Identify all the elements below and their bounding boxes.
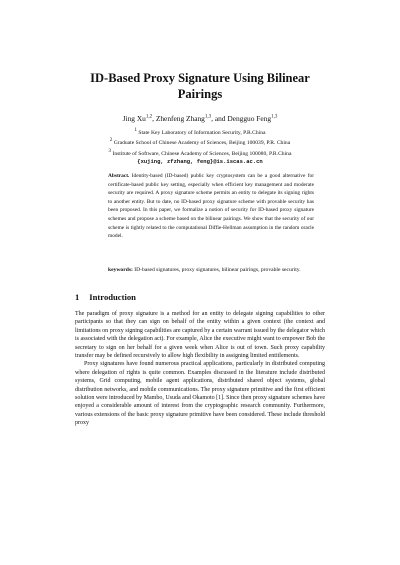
author-list <box>60 114 340 123</box>
author-affiliation-mark: 1,3 <box>271 114 278 120</box>
affiliation-text: State Key Laboratory of Information Security, P.R.China <box>138 129 266 136</box>
keywords-text: ID-based signatures, proxy signatures, bilinear pairings, provable security. <box>134 267 301 273</box>
affiliation-mark: 3 <box>108 148 112 154</box>
affiliation-mark: 2 <box>109 138 113 144</box>
author-separator: , <box>152 114 156 123</box>
body-paragraph: Proxy signatures have found numerous practical applications, particularly in distributed computing where delegation of rights is quite common. Examples discussed in the literature include distributed systems, Grid computing, mobile agent applications, distributed shared object systems, global distribution networks, and mobile communications. The proxy signature primitive and the first efficient solution were introduced by Mambo, Usuda and Okamoto [1]. Since then proxy signature schemes have enjoyed a considerable amount of interest from the cryptographic research community. Furthermore, various extensions of the basic proxy signature primitive have been considered. These include threshold proxy <box>75 361 325 427</box>
affiliation <box>40 137 360 147</box>
section-body <box>75 310 325 428</box>
body-paragraph: The paradigm of proxy signature is a method for an entity to delegate signing capabilities to other participants so that they can sign on behalf of the entity within a given context (the context and limitations on proxy signing capabilities are captured by a certain warrant issued by the delegator which is associated with the delegation act). For example, Alice the executive might want to empower Bob the secretary to sign on her behalf for a given week when Alice is out of town. Such proxy capability transfer may be defined recursively to allow high flexibility in assigning limited entitlements. <box>75 311 325 360</box>
affiliation-text: Graduate School of Chinese Academy of Sciences, Beijing 100039, P.R. China <box>113 140 291 147</box>
section-heading <box>75 292 325 302</box>
affiliations <box>40 127 360 167</box>
affiliation <box>40 148 360 158</box>
author-separator: , and <box>211 114 228 123</box>
abstract <box>108 172 314 241</box>
author-name: Zhenfeng Zhang <box>155 114 205 123</box>
affiliation-text: Institute of Software, Chinese Academy of Sciences, Beijing 100080, P.R.China <box>112 150 292 157</box>
paper-title <box>60 70 340 102</box>
affiliation-mark: 1 <box>134 128 137 133</box>
author-name: Dengguo Feng <box>227 114 272 123</box>
title-line-2: Pairings <box>177 87 223 101</box>
author-affiliation-mark: 1,2 <box>145 114 153 120</box>
abstract-text: Identity-based (ID-based) public key cryptosystem can be a good alternative for certificate-based public key setting, especially when efficient key management and moderate security are required. A proxy signature scheme permits an entity to delegate its signing rights to another entity. But to date, no ID-based proxy signature scheme with provable security has been proposed. In this paper, we formalize a notion of security for ID-based proxy signature schemes and propose a scheme based on the bilinear pairings. We show that the security of our scheme is tightly related to the computational Diffie-Hellman assumption in the random oracle model. <box>108 173 314 240</box>
abstract-label: Abstract. <box>108 173 130 179</box>
author-name: Jing Xu <box>122 114 146 123</box>
keywords-label: keywords: <box>108 267 133 273</box>
affiliation <box>40 127 360 137</box>
keywords <box>108 266 314 275</box>
author-email: {xujing, zfzhang, feng}@is.iscas.ac.cn <box>137 158 263 166</box>
title-line-1: ID-Based Proxy Signature Using Bilinear <box>90 71 310 85</box>
section-number: 1 <box>75 292 80 302</box>
section-title: Introduction <box>89 292 136 302</box>
author-affiliation-mark: 1,3 <box>204 114 212 120</box>
